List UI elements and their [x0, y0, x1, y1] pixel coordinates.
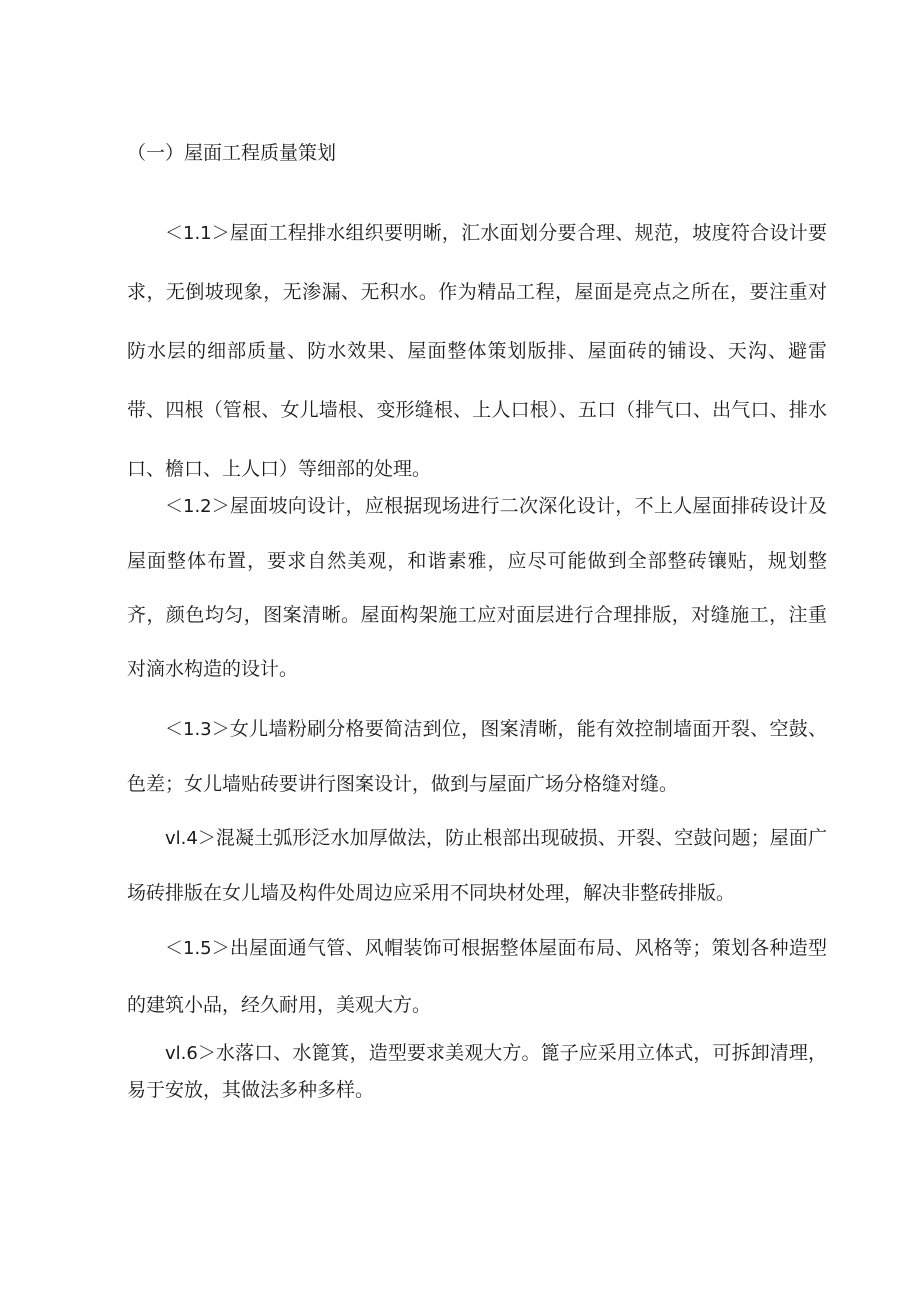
paragraph-text: 女儿墙粉刷分格要简洁到位，图案清晰，能有效控制墙面开裂、空鼓、色差；女儿墙贴砖要讲行图案设计，做到与屋面广场分格缝对缝。 [127, 718, 827, 795]
paragraph-text: 水落口、水篦箕，造型要求美观大方。篦子应采用立体式，可拆卸清理，易于安放，其做法多种多样。 [127, 1042, 827, 1101]
paragraph-1-6 [127, 1035, 827, 1109]
paragraph-marker: ＜1.3＞ [165, 719, 230, 740]
paragraph-marker: ＜1.2＞ [165, 496, 230, 517]
paragraph-marker: ＜1.5＞ [165, 938, 230, 959]
paragraph-1-3 [127, 702, 827, 811]
paragraph-text: 屋面工程排水组织要明晰，汇水面划分要合理、规范，坡度符合设计要求，无倒坡现象，无渗漏、无积水。作为精品工程，屋面是亮点之所在，要注重对防水层的细部质量、防水效果、屋面整体策划版排、屋面砖的铺设、天沟、避雷带、四根（管根、女儿墙根、变形缝根、上人口根）、五口（排气口、出气口、排水口、檐口、上人口）等细部的处理。 [127, 222, 827, 480]
paragraph-1-5 [127, 920, 827, 1034]
paragraph-1-4 [127, 811, 827, 920]
paragraph-text: 出屋面通气管、风帽装饰可根据整体屋面布局、风格等；策划各种造型的建筑小品，经久耐用，美观大方。 [127, 937, 827, 1016]
section-heading: （一）屋面工程质量策划 [127, 142, 337, 164]
paragraph-marker: vl.6＞ [165, 1043, 216, 1064]
paragraph-marker: vl.4＞ [165, 828, 216, 849]
paragraph-1-1 [127, 204, 827, 499]
paragraph-1-2 [127, 479, 827, 696]
paragraph-text: 屋面坡向设计，应根据现场进行二次深化设计，不上人屋面排砖设计及屋面整体布置，要求自然美观，和谐素雅，应尽可能做到全部整砖镶贴，规划整齐，颜色均匀，图案清晰。屋面构架施工应对面层进行合理排版，对缝施工，注重对滴水构造的设计。 [127, 495, 827, 680]
paragraph-marker: ＜1.1＞ [165, 223, 230, 244]
paragraph-text: 混凝土弧形泛水加厚做法，防止根部出现破损、开裂、空鼓问题；屋面广场砖排版在女儿墙及构件处周边应采用不同块材处理，解决非整砖排版。 [127, 827, 827, 904]
